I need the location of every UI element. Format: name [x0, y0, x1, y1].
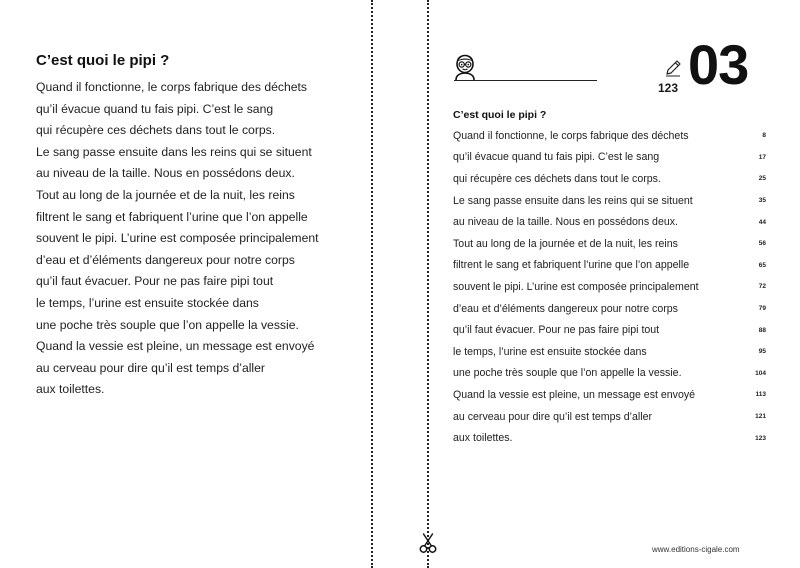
- reading-line-text: Quand il fonctionne, le corps fabrique des déchets: [453, 129, 689, 142]
- text-line: filtrent le sang et fabriquent l’urine que l’on appelle: [36, 209, 308, 224]
- reading-line-text: Quand la vessie est pleine, un message est envoyé: [453, 388, 696, 401]
- cumulative-word-count: 56: [758, 240, 766, 248]
- reading-line: [453, 125, 768, 147]
- text-line: qui récupère ces déchets dans tout le corps.: [36, 123, 276, 138]
- text-line: une poche très souple que l’on appelle la vessie.: [36, 317, 299, 332]
- reading-line-text: au cerveau pour dire qu’il est temps d’aller: [453, 410, 653, 423]
- text-line: le temps, l’urine est ensuite stockée dans: [36, 295, 259, 310]
- test-number: 03: [688, 33, 749, 96]
- cumulative-word-count: 95: [758, 348, 766, 356]
- reading-line: [453, 233, 768, 255]
- reading-line: [453, 427, 768, 449]
- reading-line: [453, 211, 768, 233]
- reading-line-text: le temps, l’urine est ensuite stockée dans: [453, 345, 647, 358]
- cumulative-word-count: 8: [762, 132, 766, 140]
- reading-line-text: filtrent le sang et fabriquent l’urine que l’on appelle: [453, 259, 690, 272]
- cumulative-word-count: 65: [758, 261, 766, 269]
- text-line: Le sang passe ensuite dans les reins qui se situent: [36, 144, 312, 159]
- reading-line-text: aux toilettes.: [453, 432, 513, 445]
- reading-line: [453, 341, 768, 363]
- reading-line-text: d’eau et d’éléments dangereux pour notre corps: [453, 302, 678, 315]
- reading-line: [453, 190, 768, 212]
- reading-line: [453, 384, 768, 406]
- publisher-website[interactable]: www.editions-cigale.com: [652, 545, 740, 554]
- reading-line: [453, 255, 768, 277]
- text-line: Tout au long de la journée et de la nuit, les reins: [36, 187, 295, 202]
- reading-line: [453, 276, 768, 298]
- cumulative-word-count: 123: [755, 434, 766, 442]
- reading-line-text: au niveau de la taille. Nous en possédons deux.: [453, 216, 678, 229]
- word-count-total: 123: [658, 81, 679, 95]
- text-line: d’eau et d’éléments dangereux pour notre corps: [36, 252, 295, 267]
- cumulative-word-count: 35: [758, 197, 766, 205]
- text-line: qu’il évacue quand tu fais pipi. C’est le sang: [36, 101, 274, 116]
- left-page-text: [36, 80, 366, 404]
- reading-line-text: qu’il évacue quand tu fais pipi. C’est le sang: [453, 151, 660, 164]
- cut-line-left: [371, 0, 373, 568]
- left-page-title: C’est quoi le pipi ?: [36, 52, 170, 69]
- reading-line: [453, 319, 768, 341]
- cumulative-word-count: 44: [758, 218, 766, 226]
- text-line: Quand il fonctionne, le corps fabrique des déchets: [36, 80, 308, 94]
- reading-line: [453, 298, 768, 320]
- cut-line-right: [427, 0, 429, 568]
- text-line: au niveau de la taille. Nous en possédons deux.: [36, 166, 295, 181]
- child-face-icon: [452, 49, 478, 81]
- reading-line: [453, 406, 768, 428]
- cumulative-word-count: 113: [755, 391, 766, 399]
- reading-line-text: qui récupère ces déchets dans tout le corps.: [453, 172, 661, 185]
- reading-line-text: Tout au long de la journée et de la nuit, les reins: [453, 237, 678, 250]
- reading-line: [453, 168, 768, 190]
- text-line: qu’il faut évacuer. Pour ne pas faire pipi tout: [36, 274, 274, 289]
- name-underline: [454, 80, 597, 81]
- cumulative-word-count: 121: [755, 413, 766, 421]
- right-page-lines: [453, 125, 768, 449]
- reading-line-text: Le sang passe ensuite dans les reins qui se situent: [453, 194, 693, 207]
- scissors-icon: [419, 532, 437, 554]
- right-page-title: C’est quoi le pipi ?: [453, 109, 547, 121]
- reading-line-text: une poche très souple que l’on appelle la vessie.: [453, 367, 682, 380]
- text-line: au cerveau pour dire qu’il est temps d’aller: [36, 360, 265, 375]
- cumulative-word-count: 17: [758, 153, 766, 161]
- reading-line-text: souvent le pipi. L’urine est composée principalement: [453, 280, 699, 293]
- cumulative-word-count: 104: [755, 369, 766, 377]
- cumulative-word-count: 72: [758, 283, 766, 291]
- cumulative-word-count: 88: [758, 326, 766, 334]
- pencil-icon: [664, 59, 682, 77]
- reading-line: [453, 363, 768, 385]
- text-line: Quand la vessie est pleine, un message est envoyé: [36, 339, 315, 354]
- cumulative-word-count: 79: [758, 305, 766, 313]
- reading-line-text: qu’il faut évacuer. Pour ne pas faire pipi tout: [453, 324, 660, 337]
- text-line: souvent le pipi. L’urine est composée principalement: [36, 231, 319, 246]
- cumulative-word-count: 25: [758, 175, 766, 183]
- text-line: aux toilettes.: [36, 382, 105, 397]
- reading-line: [453, 147, 768, 169]
